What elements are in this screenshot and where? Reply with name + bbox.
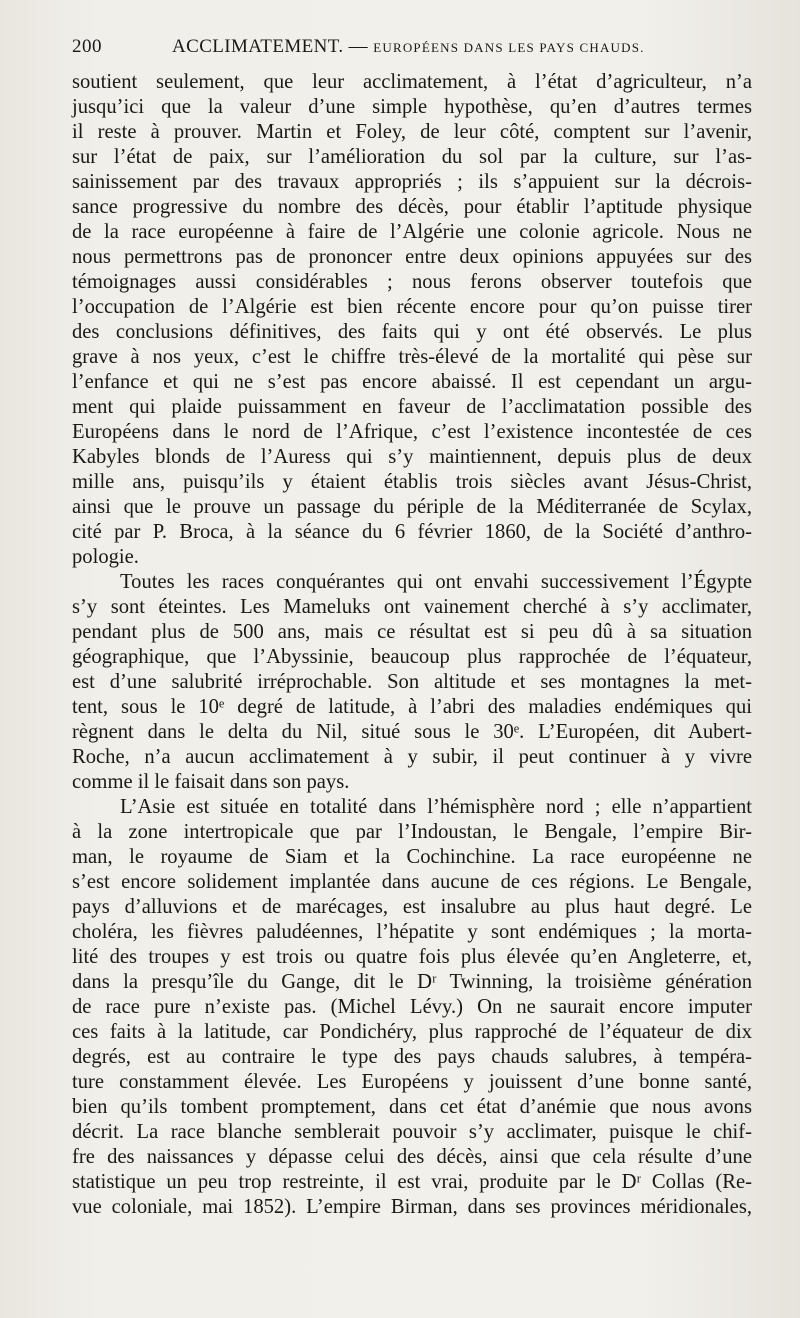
body-text [72,70,752,1220]
text-line: ces faits à la latitude, car Pondichéry, plus rapproché de l’équateur de dix [72,1021,752,1043]
text-line: pays d’alluvions et de marécages, est insalubre au plus haut degré. Le [72,896,752,918]
running-title-dash: — [348,36,369,57]
text-line: vue coloniale, mai 1852). L’empire Birman, dans ses provinces méridionales, [72,1196,752,1218]
text-line: témoignages aussi considérables ; nous ferons observer toutefois que [72,271,752,293]
text-line: s’est encore solidement implantée dans aucune de ces régions. Le Bengale, [72,871,752,893]
text-line: nous permettrons pas de prononcer entre deux opinions appuyées sur des [72,246,752,268]
text-line: ture constamment élevée. Les Européens y jouissent d’une bonne santé, [72,1071,752,1093]
text-line: il reste à prouver. Martin et Foley, de leur côté, comptent sur l’avenir, [72,121,752,143]
text-line: des conclusions définitives, des faits qui y ont été observés. Le plus [72,321,752,343]
text-line: sur l’état de paix, sur l’amélioration du sol par la culture, sur l’as- [72,146,752,168]
text-line: jusqu’ici que la valeur d’une simple hypothèse, qu’en d’autres termes [72,96,752,118]
text-line: dans la presqu’île du Gange, dit le Dʳ Twinning, la troisième génération [72,971,752,993]
text-line: grave à nos yeux, c’est le chiffre très-élevé de la mortalité qui pèse sur [72,346,752,368]
running-title-main: ACCLIMATEMENT. [172,36,344,57]
text-line: fre des naissances y dépasse celui des décès, ainsi que cela résulte d’une [72,1146,752,1168]
text-line: sance progressive du nombre des décès, pour établir l’aptitude physique [72,196,752,218]
text-line: pologie. [72,546,139,568]
text-line: à la zone intertropicale que par l’Indoustan, le Bengale, l’empire Bir- [72,821,752,843]
text-line: L’Asie est située en totalité dans l’hémisphère nord ; elle n’appartient [120,796,752,818]
text-line: statistique un peu trop restreinte, il est vrai, produite par le Dʳ Collas (Re- [72,1171,752,1193]
text-line: sainissement par des travaux appropriés ; ils s’appuient sur la décrois- [72,171,752,193]
text-line: bien qu’ils tombent promptement, dans cet état d’anémie que nous avons [72,1096,752,1118]
text-line: cité par P. Broca, à la séance du 6 février 1860, de la Société d’anthro- [72,521,752,543]
text-line: décrit. La race blanche semblerait pouvoir s’y acclimater, puisque le chif- [72,1121,752,1143]
page-number: 200 [72,36,102,57]
text-line: est d’une salubrité irréprochable. Son altitude et ses montagnes la met- [72,671,752,693]
text-line: Toutes les races conquérantes qui ont envahi successivement l’Égypte [120,571,752,593]
running-subtitle: EUROPÉENS DANS LES PAYS CHAUDS. [373,40,645,55]
text-line: lité des troupes y est trois ou quatre fois plus élevée qu’en Angleterre, et, [72,946,752,968]
text-line: man, le royaume de Siam et la Cochinchine. La race européenne ne [72,846,752,868]
text-line: soutient seulement, que leur acclimatement, à l’état d’agriculteur, n’a [72,71,752,93]
text-line: de la race européenne à faire de l’Algérie une colonie agricole. Nous ne [72,221,752,243]
text-line: Roche, n’a aucun acclimatement à y subir, il peut continuer à y vivre [72,746,752,768]
text-line: Kabyles blonds de l’Auress qui s’y maintiennent, depuis plus de deux [72,446,752,468]
running-header [72,36,752,62]
text-line: choléra, les fièvres paludéennes, l’hépatite y sont endémiques ; la morta- [72,921,752,943]
text-line: règnent dans le delta du Nil, situé sous le 30ᵉ. L’Européen, dit Aubert- [72,721,752,743]
text-line: degrés, est au contraire le type des pays chauds salubres, à tempéra- [72,1046,752,1068]
text-line: ment qui plaide puissamment en faveur de l’acclimatation possible des [72,396,752,418]
running-title [172,36,645,58]
text-line: l’enfance et qui ne s’est pas encore abaissé. Il est cependant un argu- [72,371,752,393]
text-line: s’y sont éteintes. Les Mameluks ont vainement cherché à s’y acclimater, [72,596,752,618]
text-line: pendant plus de 500 ans, mais ce résultat est si peu dû à sa situation [72,621,752,643]
text-line: l’occupation de l’Algérie est bien récente encore pour qu’on puisse tirer [72,296,752,318]
text-line: mille ans, puisqu’ils y étaient établis trois siècles avant Jésus-Christ, [72,471,752,493]
text-line: de race pure n’existe pas. (Michel Lévy.) On ne saurait encore imputer [72,996,752,1018]
text-line: tent, sous le 10ᵉ degré de latitude, à l’abri des maladies endémiques qui [72,696,752,718]
text-line: comme il le faisait dans son pays. [72,771,350,793]
text-line: Européens dans le nord de l’Afrique, c’est l’existence incontestée de ces [72,421,752,443]
text-line: ainsi que le prouve un passage du périple de la Méditerranée de Scylax, [72,496,752,518]
text-line: géographique, que l’Abyssinie, beaucoup plus rapprochée de l’équateur, [72,646,752,668]
